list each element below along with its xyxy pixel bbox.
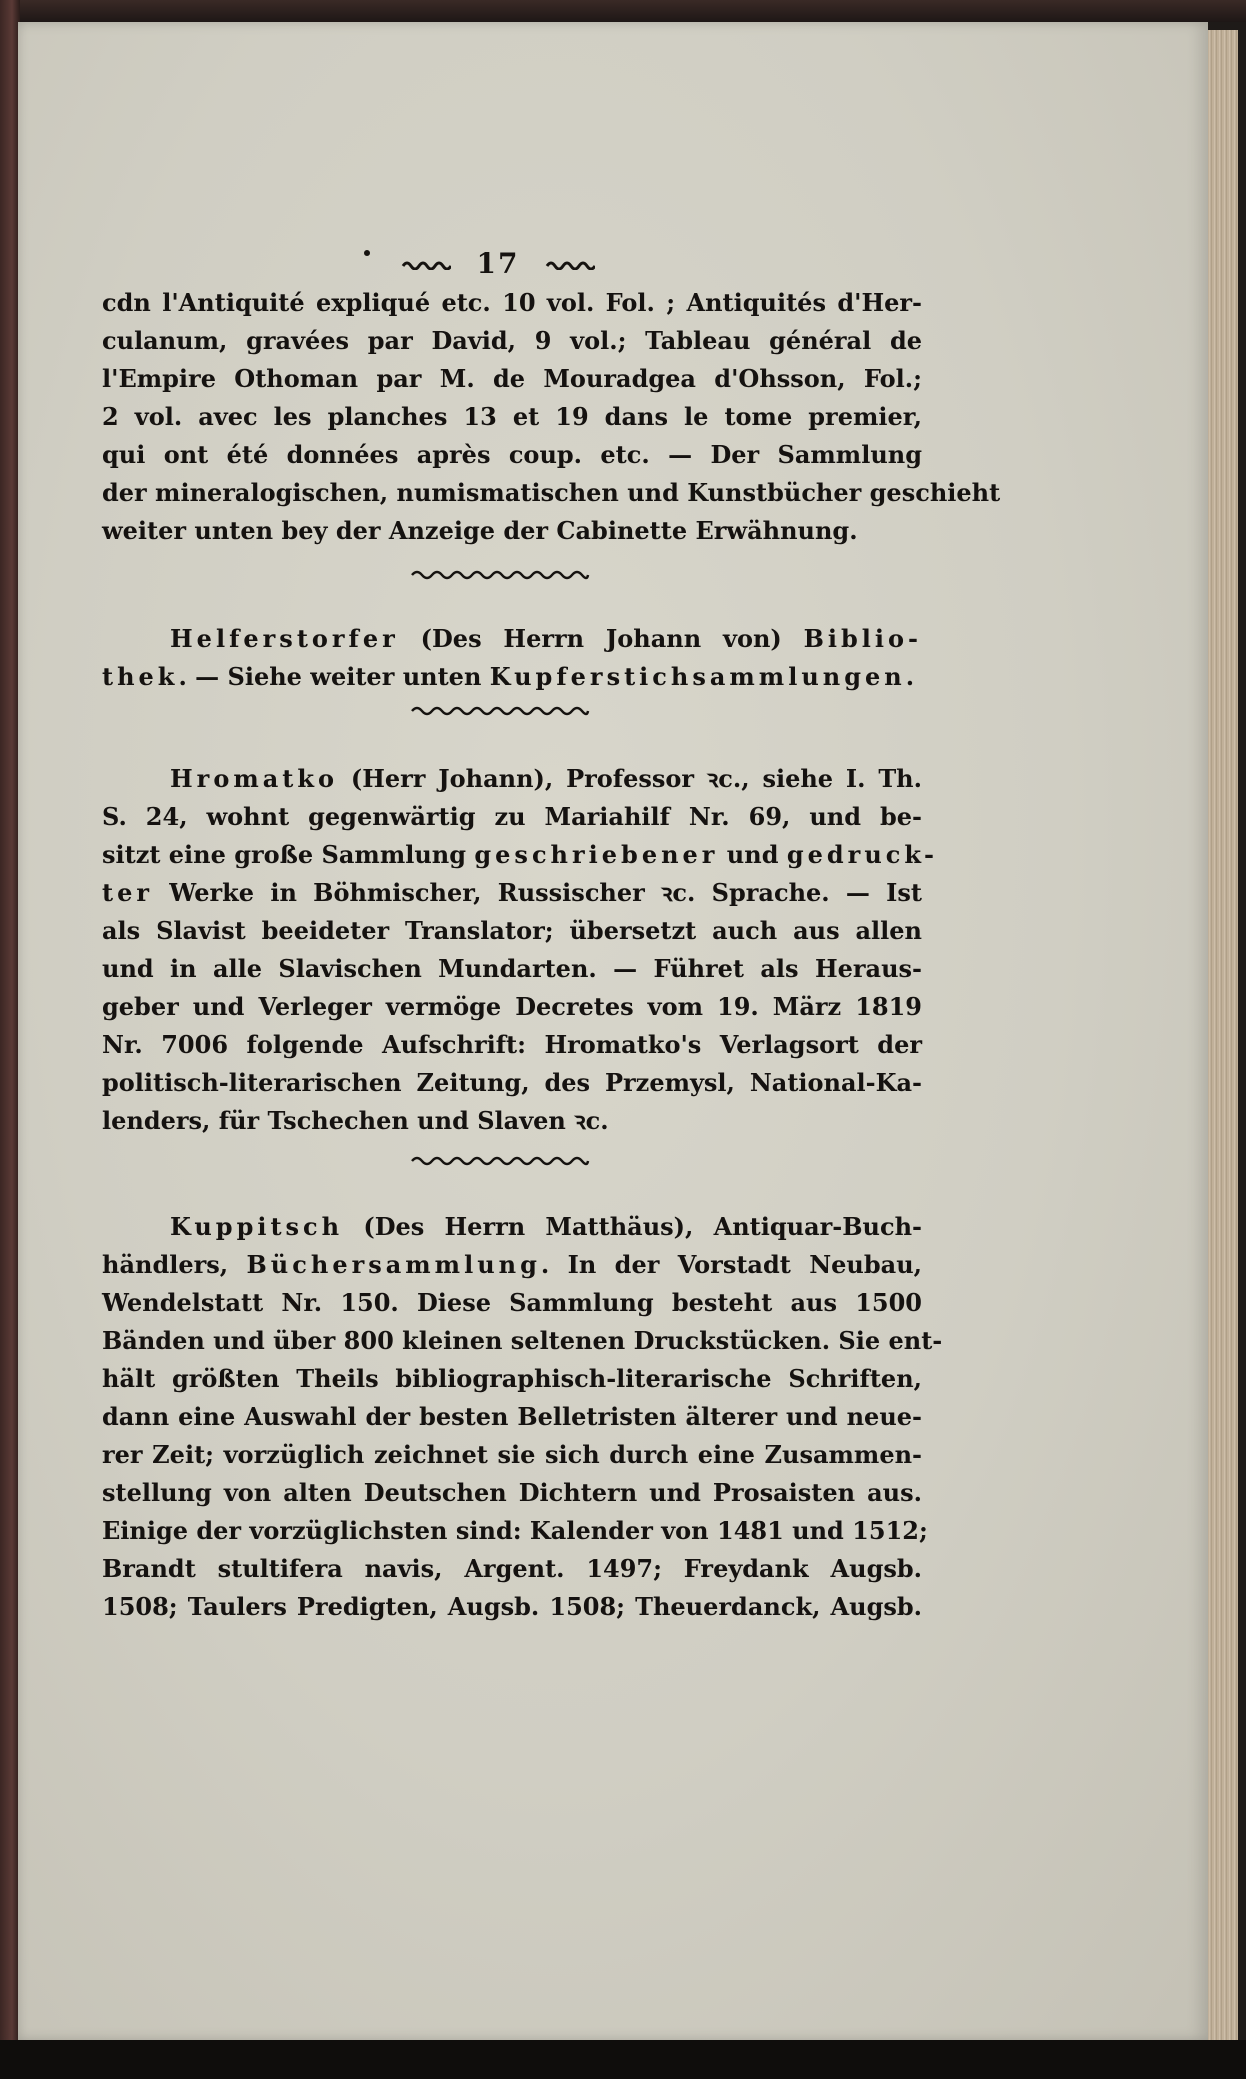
- text-line: Kuppitsch (Des Herrn Matthäus), Antiquar-Buch-: [170, 1212, 922, 1241]
- scan-backdrop-top: [0, 0, 1246, 22]
- text-line: culanum, gravées par David, 9 vol.; Tableau général de: [102, 326, 922, 355]
- text-line: ter Werke in Böhmischer, Russischer ꝛc. Sprache. — Ist: [102, 878, 922, 907]
- text-line: thek. — Siehe weiter unten Kupferstichsammlungen.: [102, 662, 915, 691]
- text-line: Helferstorfer (Des Herrn Johann von) Biblio-: [170, 624, 922, 653]
- text-line: rer Zeit; vorzüglich zeichnet sie sich durch eine Zusammen-: [102, 1440, 922, 1469]
- entry-kuppitsch: [102, 1208, 943, 1626]
- text-line: weiter unten bey der Anzeige der Cabinette Erwähnung.: [102, 516, 858, 545]
- section-divider: [410, 566, 590, 580]
- paragraph-antiquities-continued: [102, 284, 1001, 550]
- text-line: Hromatko (Herr Johann), Professor ꝛc., siehe I. Th.: [170, 764, 922, 793]
- entry-name: Kuppitsch: [170, 1212, 344, 1241]
- header-ornament-left: [401, 258, 451, 270]
- text-line: dann eine Auswahl der besten Belletristen älterer und neue-: [102, 1402, 922, 1431]
- book-cover-edge: [0, 0, 20, 2079]
- text-line: 1508; Taulers Predigten, Augsb. 1508; Theuerdanck, Augsb.: [102, 1592, 922, 1621]
- text-line: Einige der vorzüglichsten sind: Kalender von 1481 und 1512;: [102, 1516, 928, 1545]
- entry-helferstorfer: [102, 620, 922, 696]
- entry-name: Helferstorfer: [170, 624, 399, 653]
- text-line: qui ont été données après coup. etc. — Der Sammlung: [102, 440, 922, 469]
- page-header: [348, 244, 648, 284]
- text-line: politisch-literarischen Zeitung, des Przemysl, National-Ka-: [102, 1068, 922, 1097]
- text-line: Nr. 7006 folgende Aufschrift: Hromatko's Verlagsort der: [102, 1030, 922, 1059]
- page-number: 17: [476, 247, 520, 280]
- text-line: als Slavist beeideter Translator; übersetzt auch aus allen: [102, 916, 922, 945]
- text-line: l'Empire Othoman par M. de Mouradgea d'Ohsson, Fol.;: [102, 364, 922, 393]
- scan-backdrop-bottom: [0, 2040, 1246, 2079]
- text-line: sitzt eine große Sammlung geschriebener und gedruck-: [102, 840, 938, 869]
- text-line: 2 vol. avec les planches 13 et 19 dans le tome premier,: [102, 402, 922, 431]
- book-page: [18, 22, 1208, 2040]
- entry-hromatko: [102, 760, 938, 1140]
- text-line: lenders, für Tschechen und Slaven ꝛc.: [102, 1106, 609, 1135]
- text-line: und in alle Slavischen Mundarten. — Führet als Heraus-: [102, 954, 922, 983]
- section-divider: [410, 702, 590, 716]
- entry-name: Hromatko: [170, 764, 338, 793]
- text-line: händlers, Büchersammlung. In der Vorstadt Neubau,: [102, 1250, 923, 1279]
- text-line: Bänden und über 800 kleinen seltenen Druckstücken. Sie ent-: [102, 1326, 943, 1355]
- text-line: Wendelstatt Nr. 150. Diese Sammlung besteht aus 1500: [102, 1288, 922, 1317]
- text-line: geber und Verleger vermöge Decretes vom 19. März 1819: [102, 992, 922, 1021]
- page-stack-edge: [1208, 30, 1238, 2040]
- text-line: hält größten Theils bibliographisch-literarische Schriften,: [102, 1364, 922, 1393]
- text-line: S. 24, wohnt gegenwärtig zu Mariahilf Nr. 69, und be-: [102, 802, 922, 831]
- header-ornament-right: [545, 258, 595, 270]
- text-line: stellung von alten Deutschen Dichtern und Prosaisten aus.: [102, 1478, 922, 1507]
- text-line: cdn l'Antiquité expliqué etc. 10 vol. Fol. ; Antiquités d'Her-: [102, 288, 922, 317]
- section-divider: [410, 1152, 590, 1166]
- text-line: Brandt stultifera navis, Argent. 1497; Freydank Augsb.: [102, 1554, 922, 1583]
- text-line: der mineralogischen, numismatischen und Kunstbücher geschieht: [102, 478, 1001, 507]
